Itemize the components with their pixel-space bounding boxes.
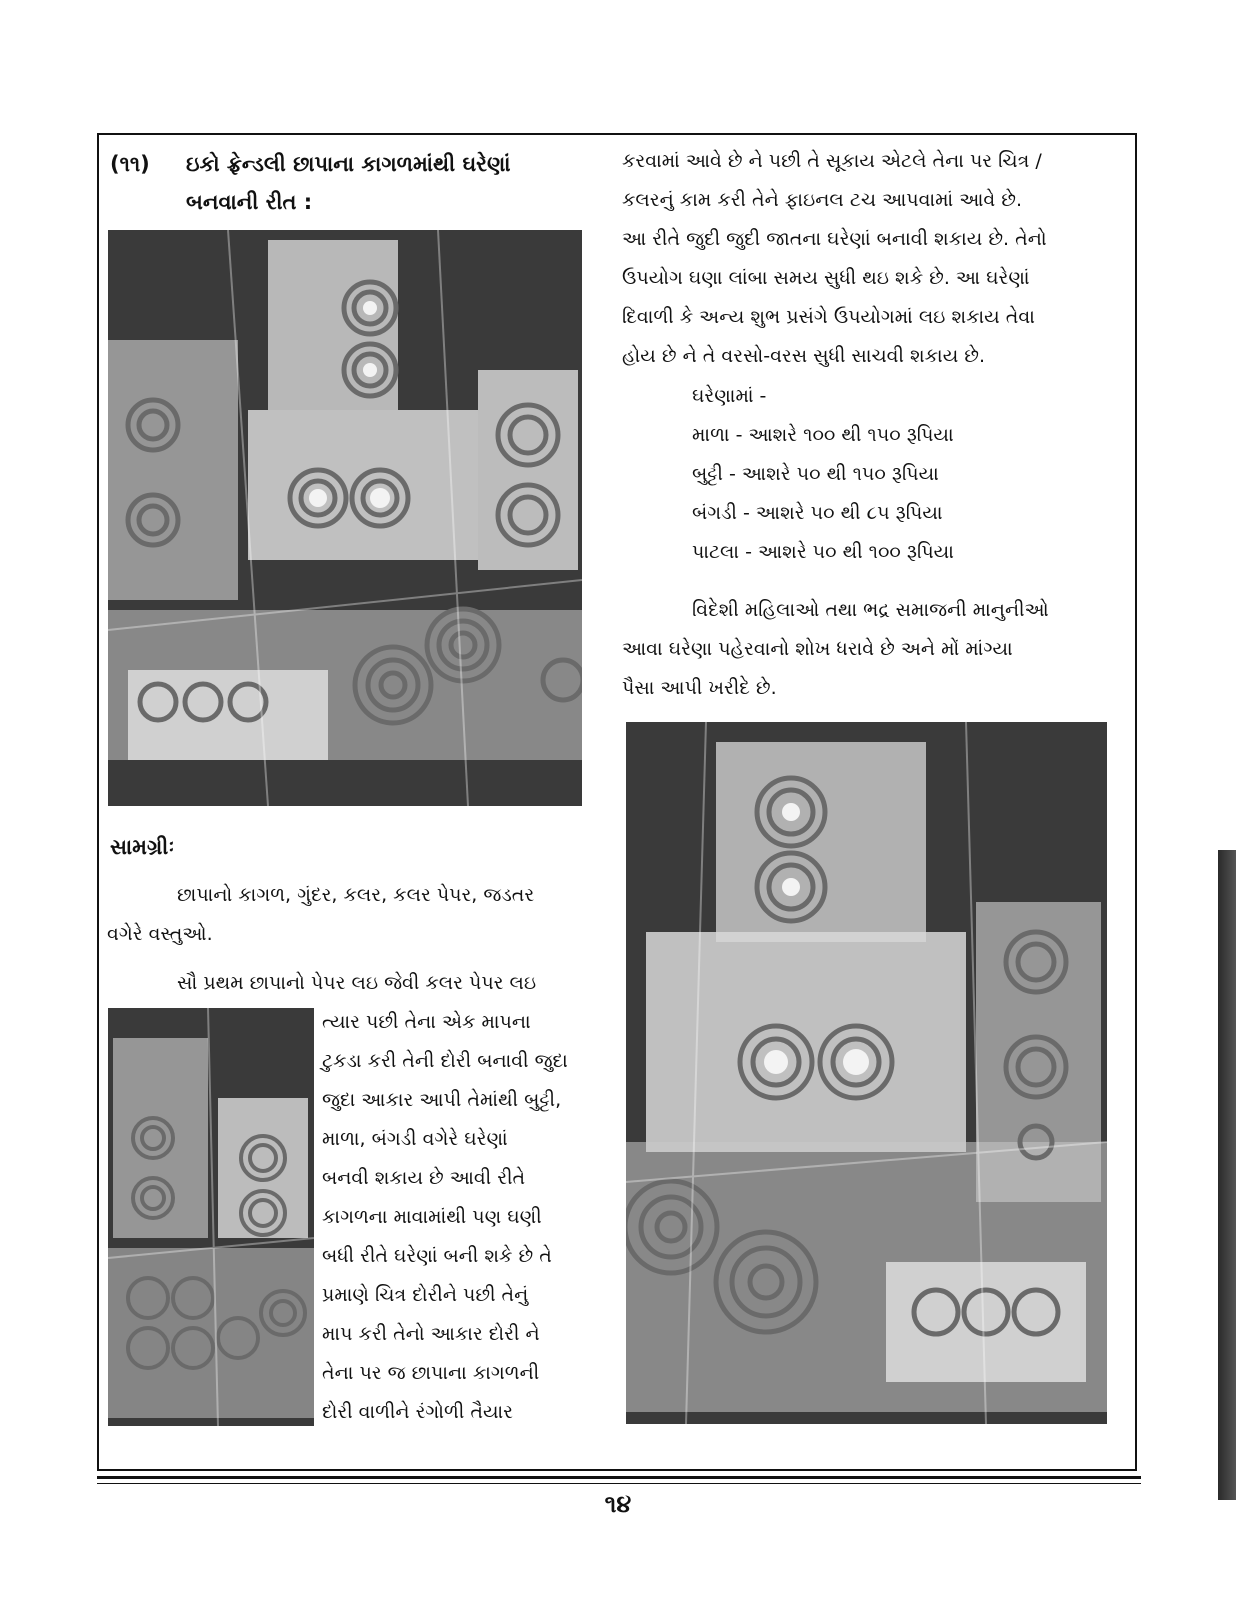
section-number: (૧૧)	[110, 152, 150, 176]
materials-paragraph	[107, 876, 587, 954]
closing-paragraph	[622, 591, 1112, 708]
process-line: પ્રમાણે ચિત્ર દોરીને પછી તેનું	[322, 1284, 529, 1306]
continuation-line: કલરનું કામ કરી તેને ફાઇનલ ટચ આપવામાં આવે છે.	[622, 189, 1022, 211]
closing-line: આવા ઘરેણા પહેરવાનો શોખ ધરાવે છે અને મોં માંગ્યા	[622, 638, 1013, 660]
process-line: માળા, બંગડી વગેરે ઘરેણાં	[322, 1128, 508, 1150]
continuation-paragraph	[622, 142, 1112, 376]
jewelry-photo-3	[626, 722, 1107, 1424]
process-wrapped-paragraph	[322, 1003, 588, 1432]
footer-rule-thin	[97, 1483, 1141, 1484]
jewelry-photo-2	[108, 1008, 314, 1426]
materials-line-1: છાપાનો કાગળ, ગુંદર, કલર, કલર પેપર, જડતર	[177, 884, 535, 906]
process-line: ત્યાર પછી તેના એક માપના	[322, 1011, 531, 1033]
price-item: બંગડી - આશરે ૫૦ થી ૮૫ રૂપિયા	[692, 502, 943, 524]
process-line: બનવી શકાય છે આવી રીતે	[322, 1167, 526, 1189]
section-title-line-1: ઇકો ફ્રેન્ડલી છાપાના કાગળમાંથી ઘરેણાં	[186, 152, 511, 176]
section-title-line-2: બનવાની રીત :	[186, 190, 313, 214]
jewelry-photo-1	[108, 230, 582, 806]
price-list-intro: ઘરેણામાં -	[692, 385, 767, 407]
footer-rule	[97, 1476, 1141, 1479]
materials-line-2: વગેરે વસ્તુઓ.	[107, 923, 213, 945]
process-first-line: સૌ પ્રથમ છાપાનો પેપર લઇ જેવી કલર પેપર લઇ	[177, 972, 537, 994]
price-item: માળા - આશરે ૧૦૦ થી ૧૫૦ રૂપિયા	[692, 424, 954, 446]
process-line: જુદા આકાર આપી તેમાંથી બુટ્ટી,	[322, 1089, 562, 1111]
price-list	[692, 377, 1112, 572]
process-line: બધી રીતે ઘરેણાં બની શકે છે તે	[322, 1245, 552, 1267]
process-line: દોરી વાળીને રંગોળી તૈયાર	[322, 1401, 513, 1423]
continuation-line: આ રીતે જુદી જુદી જાતના ઘરેણાં બનાવી શકાય છે. તેનો	[622, 228, 1047, 250]
materials-title: સામગ્રીઃ	[110, 835, 175, 859]
page-number: ૧૪	[604, 1490, 632, 1518]
closing-line: પૈસા આપી ખરીદે છે.	[622, 677, 777, 699]
continuation-line: દિવાળી કે અન્ય શુભ પ્રસંગે ઉપયોગમાં લઇ શકાય તેવા	[622, 306, 1035, 328]
continuation-line: ઉપયોગ ઘણા લાંબા સમય સુધી થઇ શકે છે. આ ઘરેણાં	[622, 267, 1030, 289]
page-edge-shadow	[1218, 850, 1236, 1500]
process-line: માપ કરી તેનો આકાર દોરી ને	[322, 1323, 540, 1345]
process-line: ટુકડા કરી તેની દોરી બનાવી જુદા	[322, 1050, 568, 1072]
process-line: કાગળના માવામાંથી પણ ઘણી	[322, 1206, 542, 1228]
continuation-line: હોય છે ને તે વરસો-વરસ સુધી સાચવી શકાય છે.	[622, 345, 986, 367]
continuation-line: કરવામાં આવે છે ને પછી તે સૂકાય એટલે તેના પર ચિત્ર /	[622, 150, 1042, 172]
price-item: બુટ્ટી - આશરે ૫૦ થી ૧૫૦ રૂપિયા	[692, 463, 939, 485]
closing-line: વિદેશી મહિલાઓ તથા ભદ્ર સમાજની માનુનીઓ	[692, 599, 1049, 621]
process-line: તેના પર જ છાપાના કાગળની	[322, 1362, 540, 1384]
price-item: પાટલા - આશરે ૫૦ થી ૧૦૦ રૂપિયા	[692, 541, 954, 563]
